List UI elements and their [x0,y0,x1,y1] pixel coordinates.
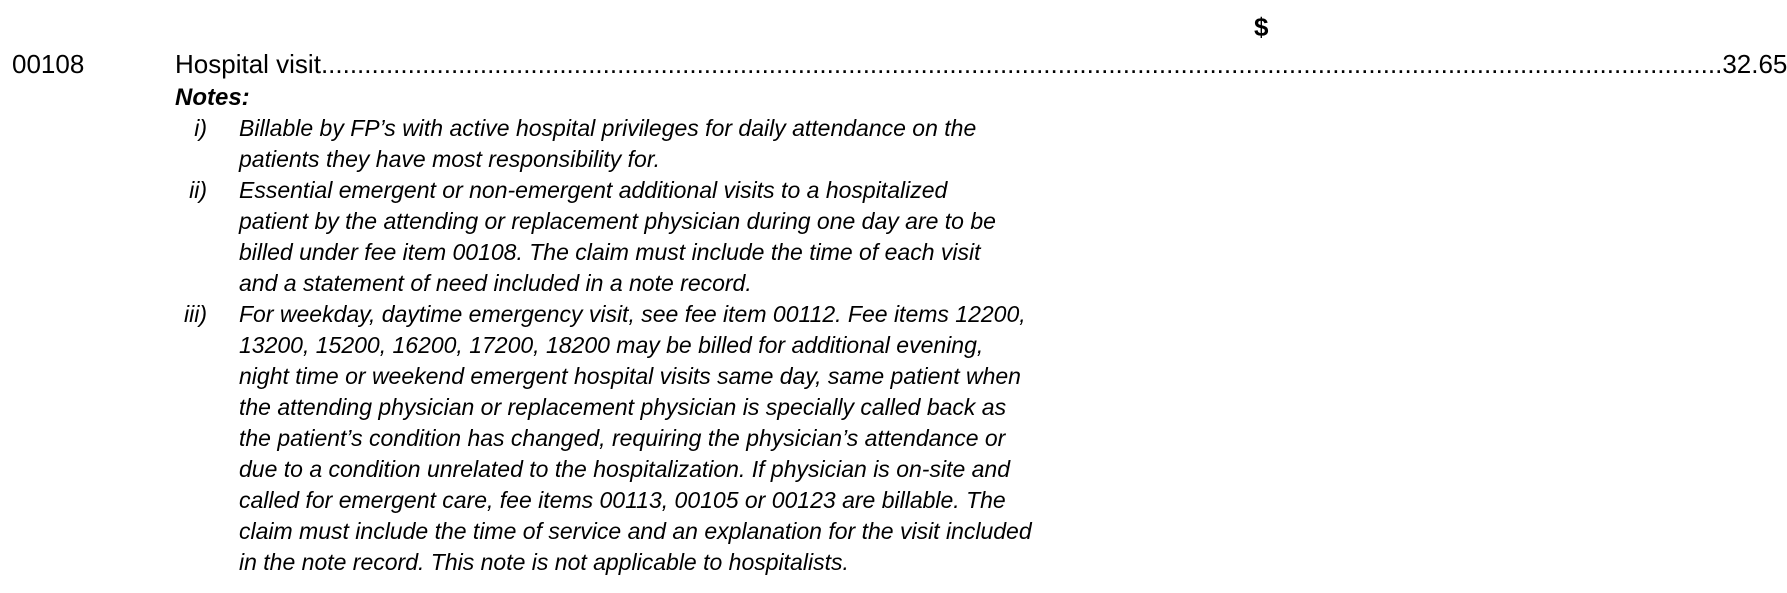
note-line: in the note record. This note is not applicable to hospitalists. [239,549,849,575]
note-line: due to a condition unrelated to the hospitalization. If physician is on-site and [239,456,1010,482]
note-line: the patient’s condition has changed, requiring the physician’s attendance or [239,425,1006,451]
note-line: and a statement of need included in a note record. [239,270,752,296]
note-text [239,175,1184,299]
note-line: the attending physician or replacement physician is specially called back as [239,394,1007,420]
note-number: i) [194,115,207,141]
note-text [239,299,1184,578]
note-text [239,113,1184,175]
notes-heading: Notes: [175,84,250,111]
note-line: called for emergent care, fee items 00113, 00105 or 00123 are billable. The [239,487,1006,513]
note-line: For weekday, daytime emergency visit, see fee item 00112. Fee items 12200, [239,301,1026,327]
note-line: night time or weekend emergent hospital visits same day, same patient when [239,363,1021,389]
note-line: Essential emergent or non-emergent additional visits to a hospitalized [239,177,948,203]
dot-leader: .................................................................................................................................................................................................. [320,49,1723,79]
fee-item-title: Hospital visit [175,49,321,79]
note-line: claim must include the time of service and an explanation for the visit included [239,518,1032,544]
note-line: billed under fee item 00108. The claim must include the time of each visit [239,239,981,265]
note-line: patients they have most responsibility for. [239,146,661,172]
currency-header: $ [1254,12,1269,42]
note-line: Billable by FP’s with active hospital privileges for daily attendance on the [239,115,977,141]
note-line: 13200, 15200, 16200, 17200, 18200 may be billed for additional evening, [239,332,984,358]
note-number: ii) [189,177,207,203]
note-number: iii) [184,301,207,327]
note-line: patient by the attending or replacement physician during one day are to be [239,208,996,234]
fee-item-price: 32.65 [1722,49,1787,79]
fee-item-row [175,48,1787,80]
fee-item-code: 00108 [12,49,85,79]
